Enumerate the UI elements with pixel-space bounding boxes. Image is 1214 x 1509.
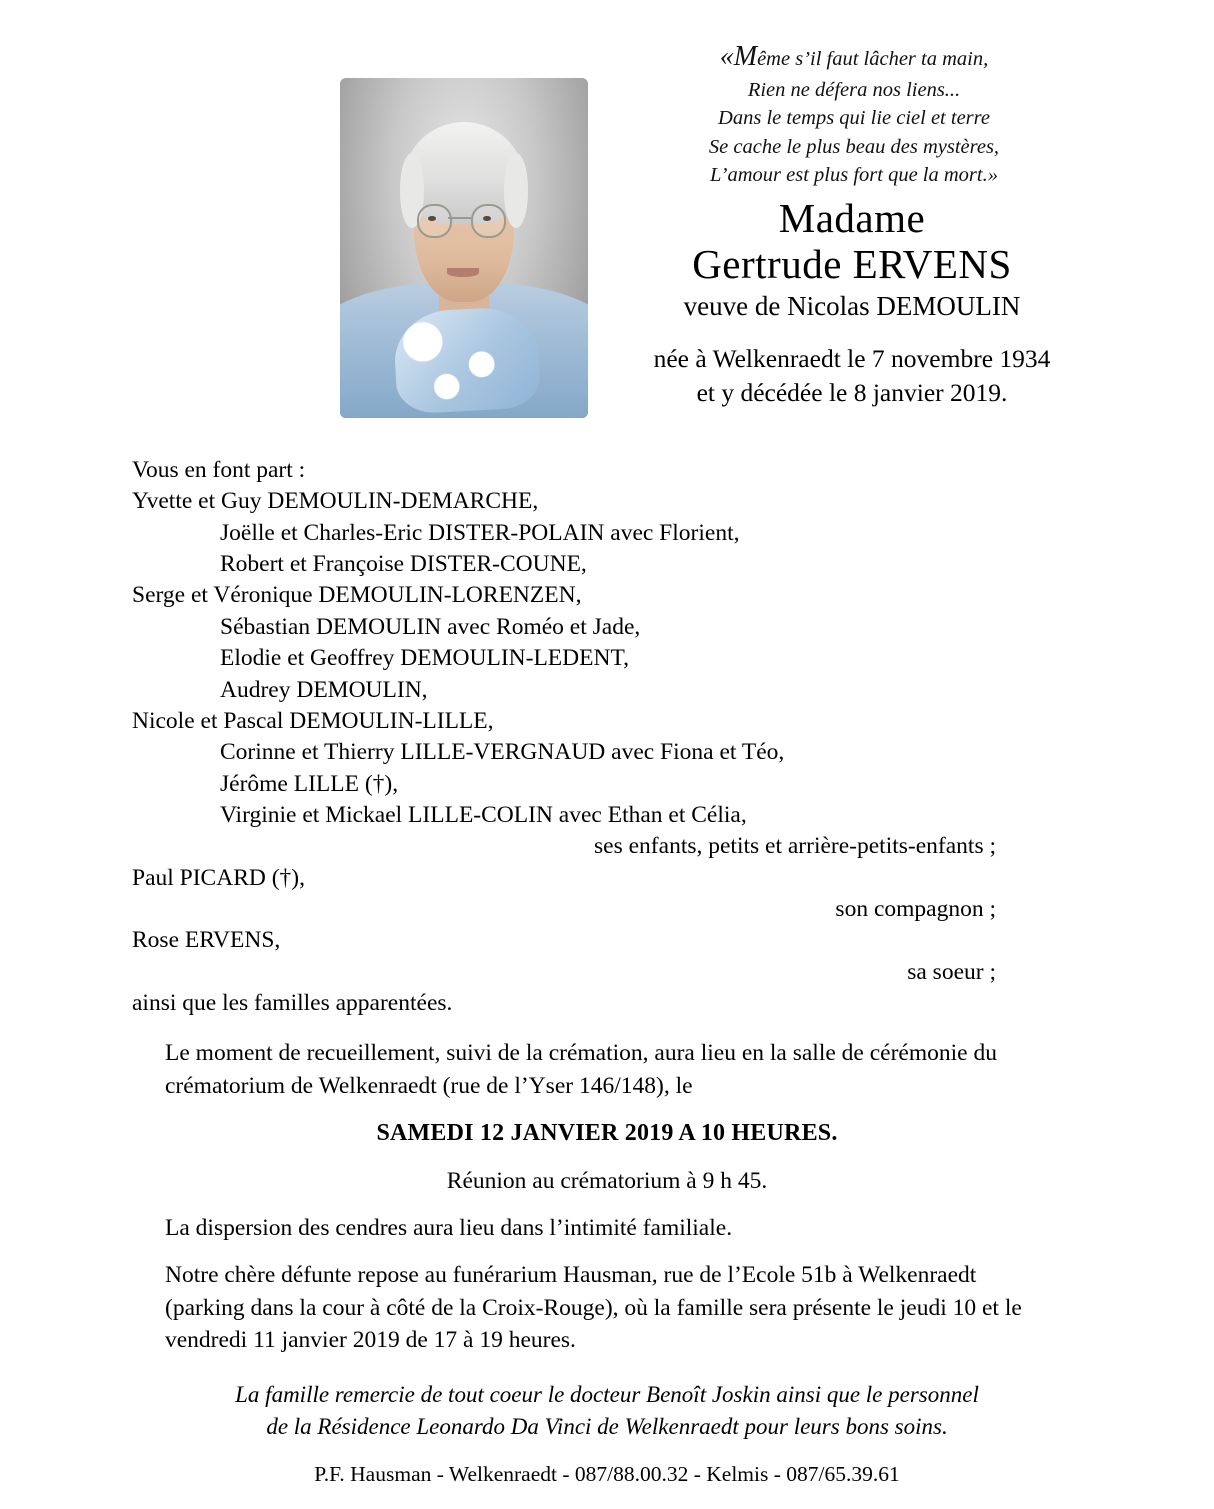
poem-line-2: Rien ne défera nos liens... — [747, 79, 961, 102]
glasses-bridge-icon — [448, 217, 472, 219]
birth-line: née à Welkenraedt le 7 novembre 1934 — [653, 343, 1051, 373]
poem-line-1 — [574, 38, 1134, 76]
family-announcement — [132, 455, 1082, 1019]
relation-companion: son compagnon ; — [835, 896, 996, 923]
poem-line-3: Dans le temps qui lie ciel et terre — [718, 107, 990, 130]
family-line: Serge et Véronique DEMOULIN-LORENZEN, — [132, 582, 582, 609]
family-line: Robert et Françoise DISTER-COUNE, — [220, 551, 587, 578]
family-line: Nicole et Pascal DEMOULIN-LILLE, — [132, 707, 494, 734]
funeral-home-footer: P.F. Hausman - Welkenraedt - 087/88.00.32 - Kelmis - 087/65.39.61 — [314, 1462, 900, 1486]
portrait-hair-right — [504, 153, 529, 228]
portrait-eye-left — [428, 216, 436, 221]
deceased-name: Gertrude ERVENS — [692, 240, 1012, 287]
glasses-left-lens-icon — [417, 204, 452, 239]
related-families-line: ainsi que les familles apparentées. — [132, 990, 453, 1017]
announcement-intro: Vous en font part : — [132, 457, 306, 483]
ceremony-paragraph-1: Le moment de recueillement, suivi de la crémation, aura lieu en la salle de cérémonie du crématorium de Welkenraedt (rue de l’Yser 146/148), le — [165, 1040, 997, 1100]
family-line: Sébastian DEMOULIN avec Roméo et Jade, — [220, 613, 641, 640]
family-line: Joëlle et Charles-Eric DISTER-POLAIN avec Florient, — [220, 519, 740, 546]
thanks-line-2: de la Résidence Leonardo Da Vinci de Welkenraedt pour leurs bons soins. — [266, 1414, 948, 1440]
header-area — [0, 0, 1214, 450]
poem-line-5: L’amour est plus fort que la mort.» — [710, 163, 998, 186]
portrait-illustration — [340, 78, 588, 418]
portrait-scarf — [392, 306, 541, 415]
spacer — [157, 1198, 1057, 1212]
family-line: Virginie et Mickael LILLE-COLIN avec Ethan et Célia, — [220, 801, 747, 828]
spacer — [157, 1103, 1057, 1117]
honorific: Madame — [778, 195, 926, 241]
poem-line-1-text: ême s’il faut lâcher ta main, — [757, 48, 989, 70]
ceremony-gathering: Réunion au crématorium à 9 h 45. — [446, 1167, 768, 1194]
family-line: Corinne et Thierry LILLE-VERGNAUD avec Fiona et Téo, — [220, 739, 785, 766]
ceremony-paragraph-2: Notre chère défunte repose au funérarium Hausman, rue de l’Ecole 51b à Welkenraedt (parking dans la cour à côté de la Croix-Rouge), où la famille sera présente le jeudi 10 et le vendredi 11 janvier 2019 de 17 à 19 heures. — [165, 1261, 1022, 1354]
thanks-line-1: La famille remercie de tout coeur le docteur Benoît Joskin ainsi que le personnel — [235, 1382, 979, 1408]
family-line: Elodie et Geoffrey DEMOULIN-LEDENT, — [220, 645, 629, 672]
ashes-dispersion: La dispersion des cendres aura lieu dans l’intimité familiale. — [165, 1214, 733, 1241]
body-area — [0, 455, 1214, 1443]
spouse-line: veuve de Nicolas DEMOULIN — [683, 290, 1021, 321]
poem-line-4: Se cache le plus beau des mystères, — [708, 135, 1000, 158]
portrait-eye-right — [483, 216, 491, 221]
poem-dropcap: «M — [719, 41, 758, 72]
family-line: Jérôme LILLE (†), — [220, 770, 399, 797]
family-line: Audrey DEMOULIN, — [220, 676, 428, 703]
family-line: Paul PICARD (†), — [132, 864, 305, 891]
relation-sister: sa soeur ; — [907, 958, 996, 985]
thanks-note — [167, 1379, 1047, 1442]
spacer — [157, 1151, 1057, 1165]
portrait-mouth — [447, 268, 479, 276]
glasses-right-lens-icon — [471, 204, 506, 239]
death-line: et y décédée le 8 janvier 2019. — [696, 377, 1008, 407]
family-line: Rose ERVENS, — [132, 927, 281, 954]
family-line: Yvette et Guy DEMOULIN-DEMARCHE, — [132, 488, 539, 515]
portrait-photo — [340, 78, 588, 418]
ceremony-date-time: SAMEDI 12 JANVIER 2019 A 10 HEURES. — [376, 1120, 838, 1147]
deceased-name-block — [552, 196, 1152, 410]
poem — [574, 38, 1134, 189]
spacer — [157, 1245, 1057, 1259]
relation-children: ses enfants, petits et arrière-petits-enfants ; — [594, 833, 996, 860]
ceremony-details — [157, 1037, 1057, 1357]
